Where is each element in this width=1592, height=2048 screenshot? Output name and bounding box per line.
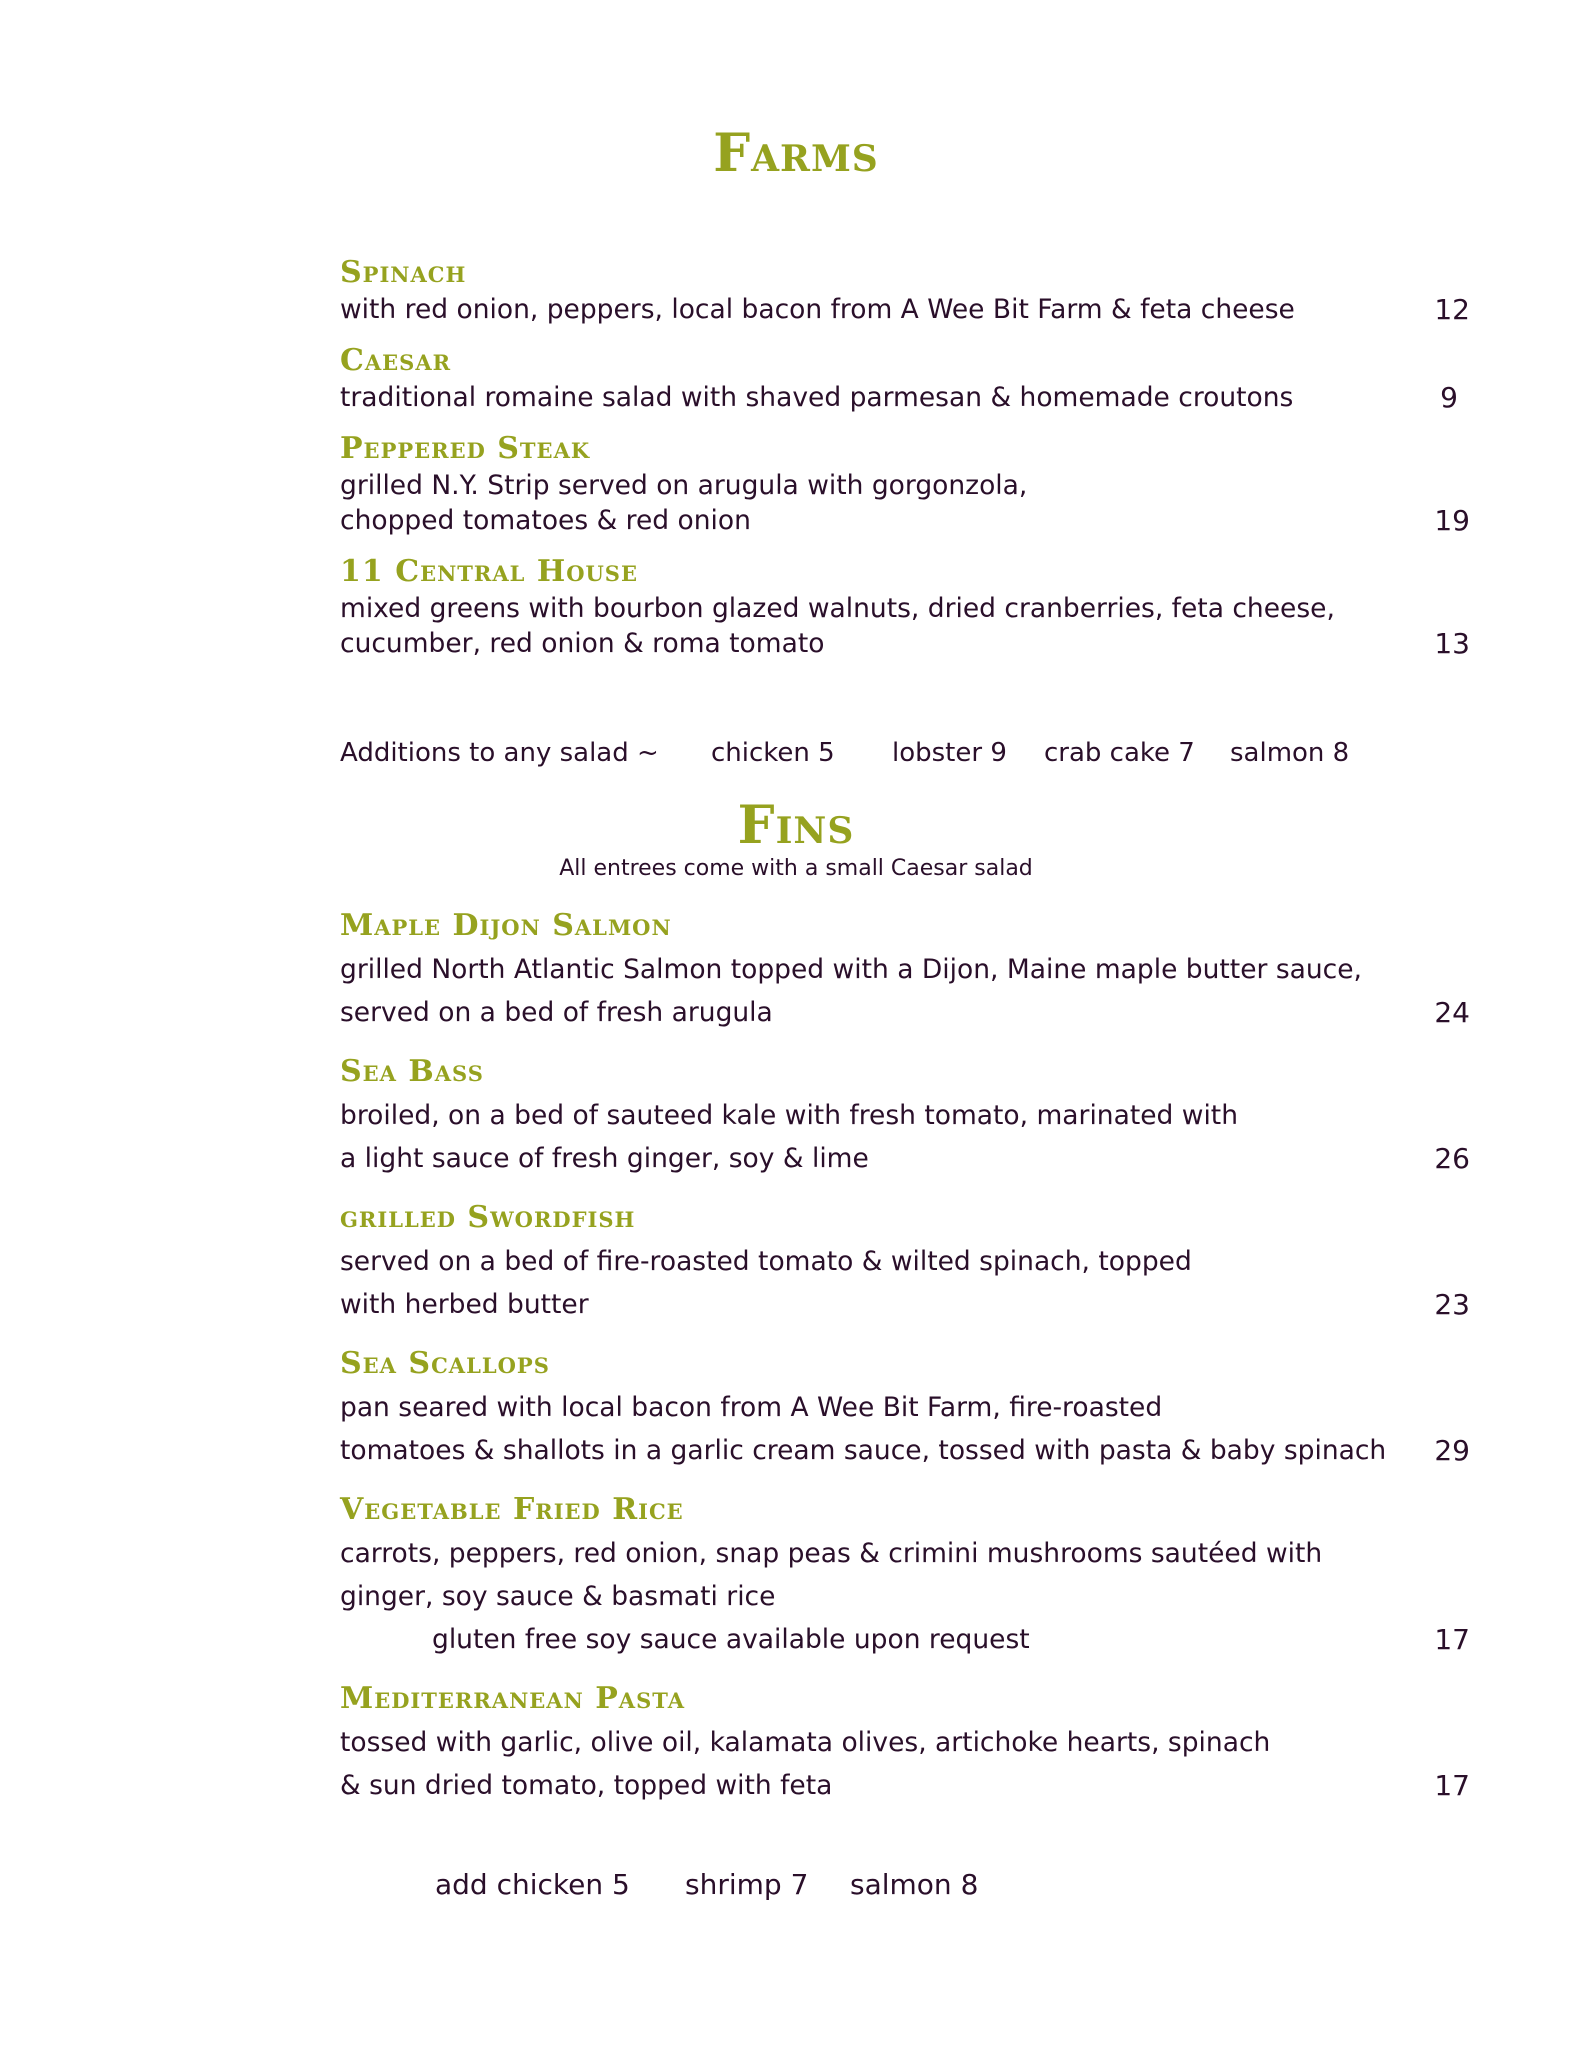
- menu-item-vegetable-fried-rice: [340, 1494, 1470, 1661]
- item-price: 9: [1440, 381, 1458, 414]
- item-name: Peppered Steak: [340, 431, 591, 466]
- description-line: with red onion, peppers, local bacon from A Wee Bit Farm & feta cheese: [340, 294, 1295, 325]
- description-line: broiled, on a bed of sauteed kale with fresh tomato, marinated with: [340, 1100, 1238, 1131]
- item-description: [340, 591, 1470, 661]
- item-description: [340, 948, 1470, 1034]
- item-price: 24: [1434, 996, 1470, 1029]
- item-description: [340, 1094, 1470, 1180]
- item-name: Spinach: [340, 255, 467, 290]
- item-price: 17: [1434, 1769, 1470, 1802]
- description-line: & sun dried tomato, topped with feta: [340, 1770, 833, 1801]
- item-name: 11 Central House: [340, 554, 638, 589]
- addition-option: salmon 8: [1230, 738, 1350, 768]
- description-line: grilled N.Y. Strip served on arugula with gorgonzola,: [340, 470, 1028, 501]
- description-line: mixed greens with bourbon glazed walnuts, dried cranberries, feta cheese,: [340, 593, 1335, 624]
- description-note: gluten free soy sauce available upon request: [432, 1624, 1030, 1655]
- item-price: 19: [1434, 504, 1470, 537]
- addition-option: salmon 8: [850, 1868, 979, 1901]
- menu-item-grilled-swordfish: [340, 1202, 1470, 1326]
- menu-item-sea-bass: [340, 1056, 1470, 1180]
- description-line: carrots, peppers, red onion, snap peas & crimini mushrooms sautéed with: [340, 1538, 1323, 1569]
- menu-item-sea-scallops: [340, 1348, 1470, 1472]
- item-description: [340, 292, 1470, 327]
- addition-option: shrimp 7: [685, 1868, 809, 1901]
- item-description: [340, 1386, 1470, 1472]
- item-description: [340, 468, 1470, 538]
- description-line: grilled North Atlantic Salmon topped with a Dijon, Maine maple butter sauce,: [340, 954, 1362, 985]
- description-line: tomatoes & shallots in a garlic cream sauce, tossed with pasta & baby spinach: [340, 1435, 1387, 1466]
- description-line: pan seared with local bacon from A Wee Bit Farm, fire-roasted: [340, 1392, 1163, 1423]
- item-price: 17: [1434, 1623, 1470, 1656]
- item-price: 23: [1434, 1288, 1470, 1321]
- menu-item-spinach: [340, 257, 1470, 327]
- item-price: 13: [1434, 627, 1470, 660]
- description-line: traditional romaine salad with shaved parmesan & homemade croutons: [340, 382, 1294, 413]
- item-price: 12: [1434, 293, 1470, 326]
- description-line: cucumber, red onion & roma tomato: [340, 628, 825, 659]
- item-name: Mediterranean Pasta: [340, 1681, 686, 1716]
- description-line: served on a bed of fresh arugula: [340, 997, 773, 1028]
- item-name: Caesar: [340, 343, 452, 378]
- addition-option: chicken 5: [711, 738, 835, 768]
- description-line: ginger, soy sauce & basmati rice: [340, 1581, 776, 1612]
- fins-title: Fins: [737, 795, 855, 856]
- description-line: served on a bed of fire-roasted tomato & wilted spinach, topped: [340, 1246, 1192, 1277]
- item-price: 29: [1434, 1434, 1470, 1467]
- item-description: [340, 380, 1470, 415]
- item-price: 26: [1434, 1142, 1470, 1175]
- item-name: Sea Bass: [340, 1054, 484, 1089]
- description-line: with herbed butter: [340, 1289, 589, 1320]
- menu-item-caesar: [340, 345, 1470, 415]
- addition-option: add chicken 5: [435, 1868, 630, 1901]
- menu-item-peppered-steak: [340, 433, 1470, 538]
- additions-label: Additions to any salad ~: [340, 738, 659, 768]
- item-name: grilled Swordfish: [340, 1200, 636, 1235]
- description-line: tossed with garlic, olive oil, kalamata olives, artichoke hearts, spinach: [340, 1727, 1271, 1758]
- item-description: [340, 1721, 1470, 1807]
- item-name: Maple Dijon Salmon: [340, 908, 672, 943]
- menu-item-mediterranean-pasta: [340, 1683, 1470, 1807]
- description-line: chopped tomatoes & red onion: [340, 505, 751, 536]
- item-name: Sea Scallops: [340, 1346, 550, 1381]
- farms-title: Farms: [713, 123, 879, 184]
- description-line: a light sauce of fresh ginger, soy & lime: [340, 1143, 869, 1174]
- item-description: [340, 1240, 1470, 1326]
- item-description: [340, 1532, 1470, 1661]
- fins-subtitle: All entrees come with a small Caesar salad: [559, 856, 1033, 881]
- menu-item-maple-dijon-salmon: [340, 910, 1470, 1034]
- addition-option: crab cake 7: [1044, 738, 1195, 768]
- menu-item-11-central-house: [340, 556, 1470, 661]
- item-name: Vegetable Fried Rice: [340, 1492, 684, 1527]
- addition-option: lobster 9: [892, 738, 1007, 768]
